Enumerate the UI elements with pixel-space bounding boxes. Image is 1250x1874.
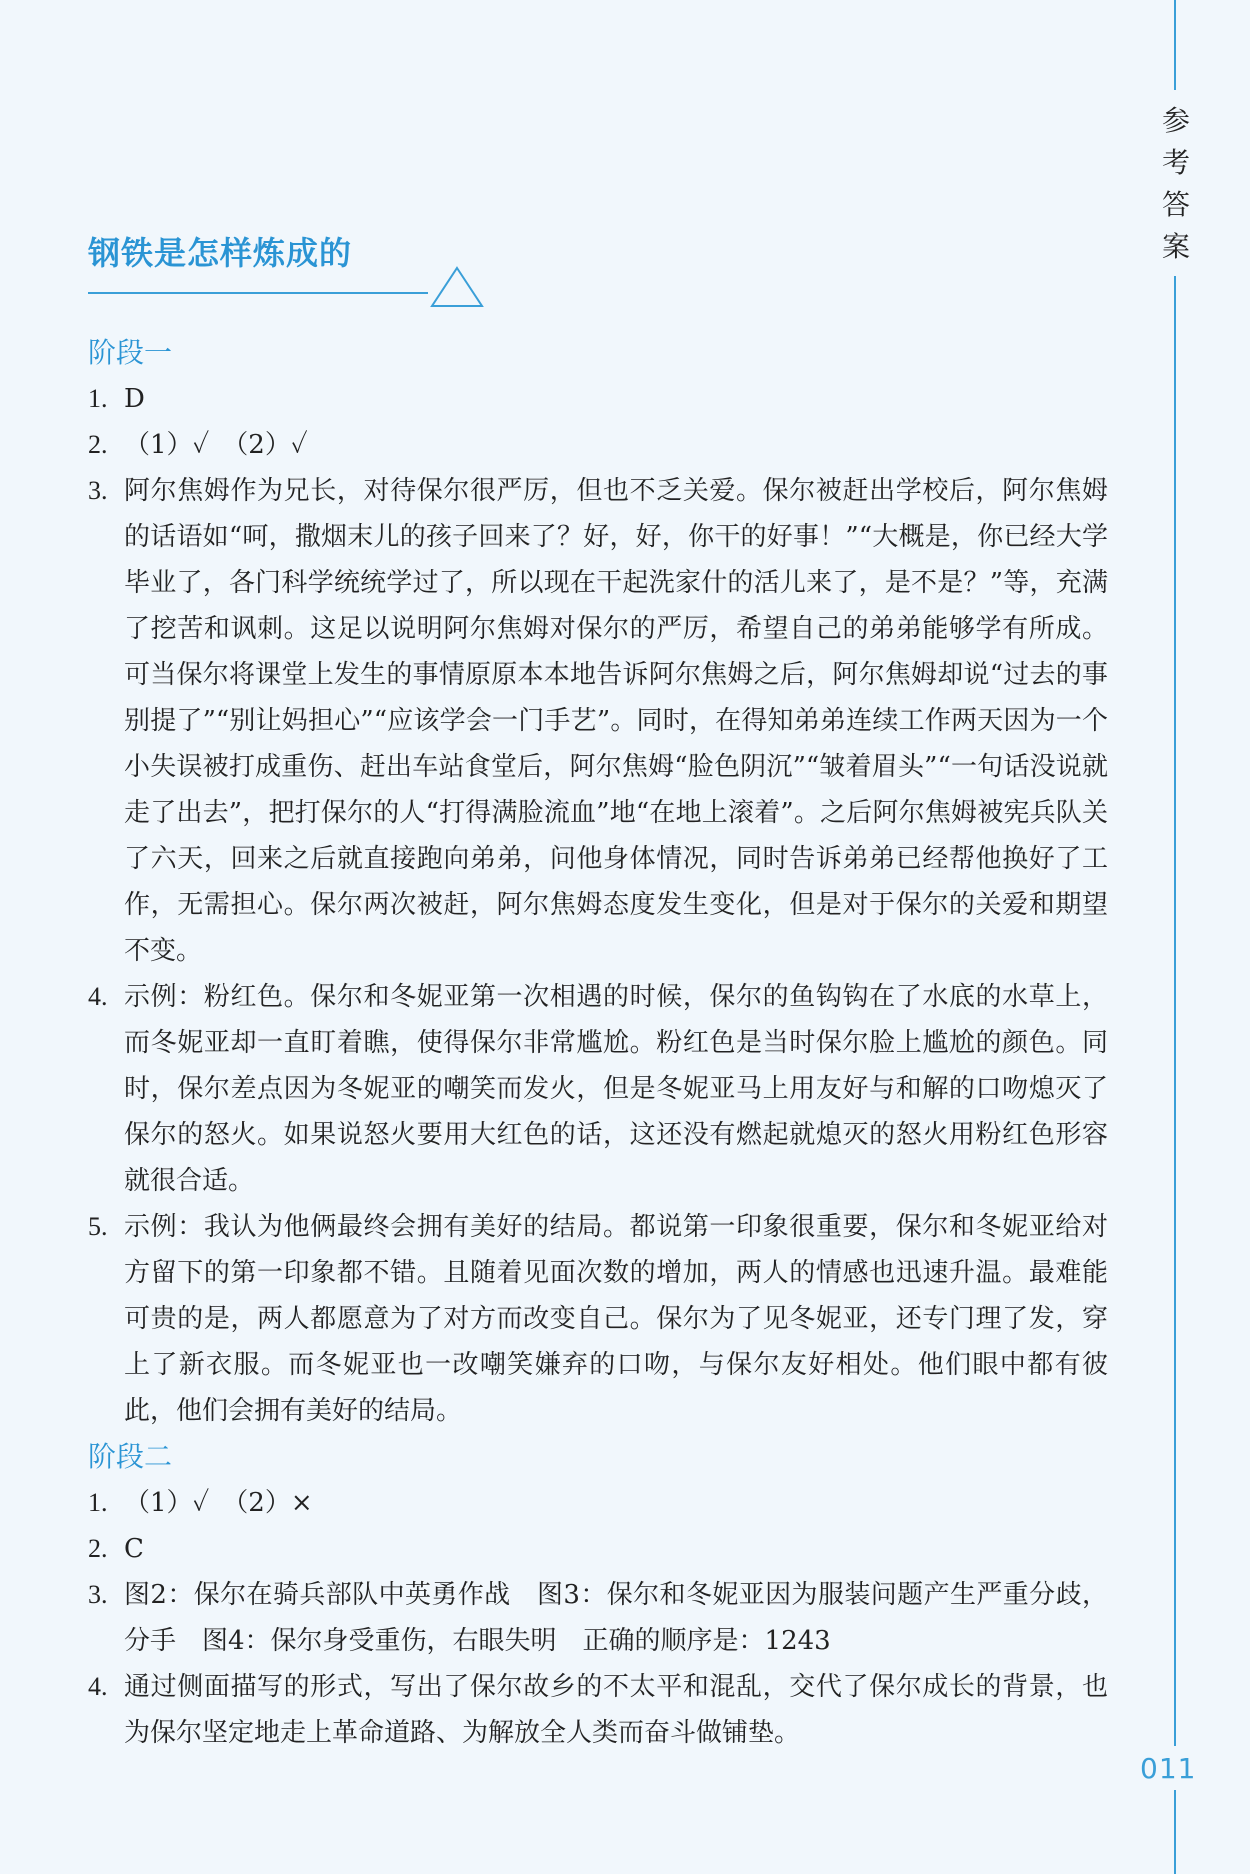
item-text: C: [124, 1534, 144, 1564]
stage-heading: 阶段二: [88, 1440, 173, 1473]
item-text: 示例：粉红色。保尔和冬妮亚第一次相遇的时候，保尔的鱼钩钩在了水底的水草上，而冬妮亚却一直盯着瞧，使得保尔非常尴尬。粉红色是当时保尔脸上尴尬的颜色。同时，保尔差点因为冬妮亚的嘲笑而发火，但是冬妮亚马上用友好与和解的口吻熄灭了保尔的怒火。如果说怒火要用大红色的话，这还没有燃起就熄灭的怒火用粉红色形容就很合适。: [124, 982, 1108, 1196]
item-text: 阿尔焦姆作为兄长，对待保尔很严厉，但也不乏关爱。保尔被赶出学校后，阿尔焦姆的话语如“呵，撒烟末儿的孩子回来了？好，好，你干的好事！”“大概是，你已经大学毕业了，各门科学统统学过了，所以现在干起洗家什的活儿来了，是不是？”等，充满了挖苦和讽刺。这足以说明阿尔焦姆对保尔的严厉，希望自己的弟弟能够学有所成。可当保尔将课堂上发生的事情原原本本地告诉阿尔焦姆之后，阿尔焦姆却说“过去的事别提了”“别让妈担心”“应该学会一门手艺”。同时，在得知弟弟连续工作两天因为一个小失误被打成重伤、赶出车站食堂后，阿尔焦姆“脸色阴沉”“皱着眉头”“一句话没说就走了出去”，把打保尔的人“打得满脸流血”地“在地上滚着”。之后阿尔焦姆被宪兵队关了六天，回来之后就直接跑向弟弟，问他身体情况，同时告诉弟弟已经帮他换好了工作，无需担心。保尔两次被赶，阿尔焦姆态度发生变化，但是对于保尔的关爱和期望不变。: [124, 476, 1108, 966]
answer-item: [88, 468, 1108, 974]
side-label-char: 考: [1161, 146, 1190, 179]
item-text: 图2：保尔在骑兵部队中英勇作战 图3：保尔和冬妮亚因为服装问题产生严重分歧，分手 图4：保尔身受重伤，右眼失明 正确的顺序是：1243: [124, 1580, 1108, 1656]
answer-item: [88, 1572, 1108, 1664]
item-number: 3.: [88, 476, 108, 505]
item-number: 3.: [88, 1580, 108, 1609]
page-number: 011: [1140, 1752, 1197, 1785]
answer-item: [88, 1204, 1108, 1434]
side-label-char: 参: [1161, 104, 1190, 137]
item-text: （1）✓ （2）✓: [124, 430, 308, 460]
answer-item: [88, 1664, 1108, 1756]
item-number: 4.: [88, 1672, 108, 1701]
item-number: 1.: [88, 384, 108, 413]
item-number: 5.: [88, 1212, 108, 1241]
side-label-char: 答: [1161, 188, 1190, 221]
triangle-icon: [428, 264, 486, 310]
answer-item: [88, 376, 1108, 422]
item-text: 示例：我认为他俩最终会拥有美好的结局。都说第一印象很重要，保尔和冬妮亚给对方留下的第一印象都不错。且随着见面次数的增加，两人的情感也迅速升温。最难能可贵的是，两人都愿意为了对方而改变自己。保尔为了见冬妮亚，还专门理了发，穿上了新衣服。而冬妮亚也一改嘲笑嫌弃的口吻，与保尔友好相处。他们眼中都有彼此，他们会拥有美好的结局。: [124, 1212, 1108, 1426]
item-number: 2.: [88, 430, 108, 459]
answer-item: [88, 1480, 1108, 1526]
item-text: 通过侧面描写的形式，写出了保尔故乡的不太平和混乱，交代了保尔成长的背景，也为保尔坚定地走上革命道路、为解放全人类而奋斗做铺垫。: [124, 1672, 1108, 1748]
item-text: D: [124, 384, 145, 414]
title-underline: [88, 292, 428, 294]
side-label: [1156, 100, 1196, 268]
side-label-char: 案: [1161, 230, 1190, 263]
side-rule-middle: [1174, 276, 1176, 1746]
answer-item: [88, 1526, 1108, 1572]
chapter-title: 钢铁是怎样炼成的: [88, 234, 353, 272]
item-text: （1）✓ （2）×: [124, 1488, 313, 1518]
answer-item: [88, 422, 1108, 468]
answer-content: [88, 330, 1108, 1756]
stage-heading: 阶段一: [88, 336, 173, 369]
side-rule-bottom: [1174, 1790, 1176, 1874]
item-number: 4.: [88, 982, 108, 1011]
side-rule-top: [1174, 0, 1176, 90]
item-number: 1.: [88, 1488, 108, 1517]
item-number: 2.: [88, 1534, 108, 1563]
answer-item: [88, 974, 1108, 1204]
